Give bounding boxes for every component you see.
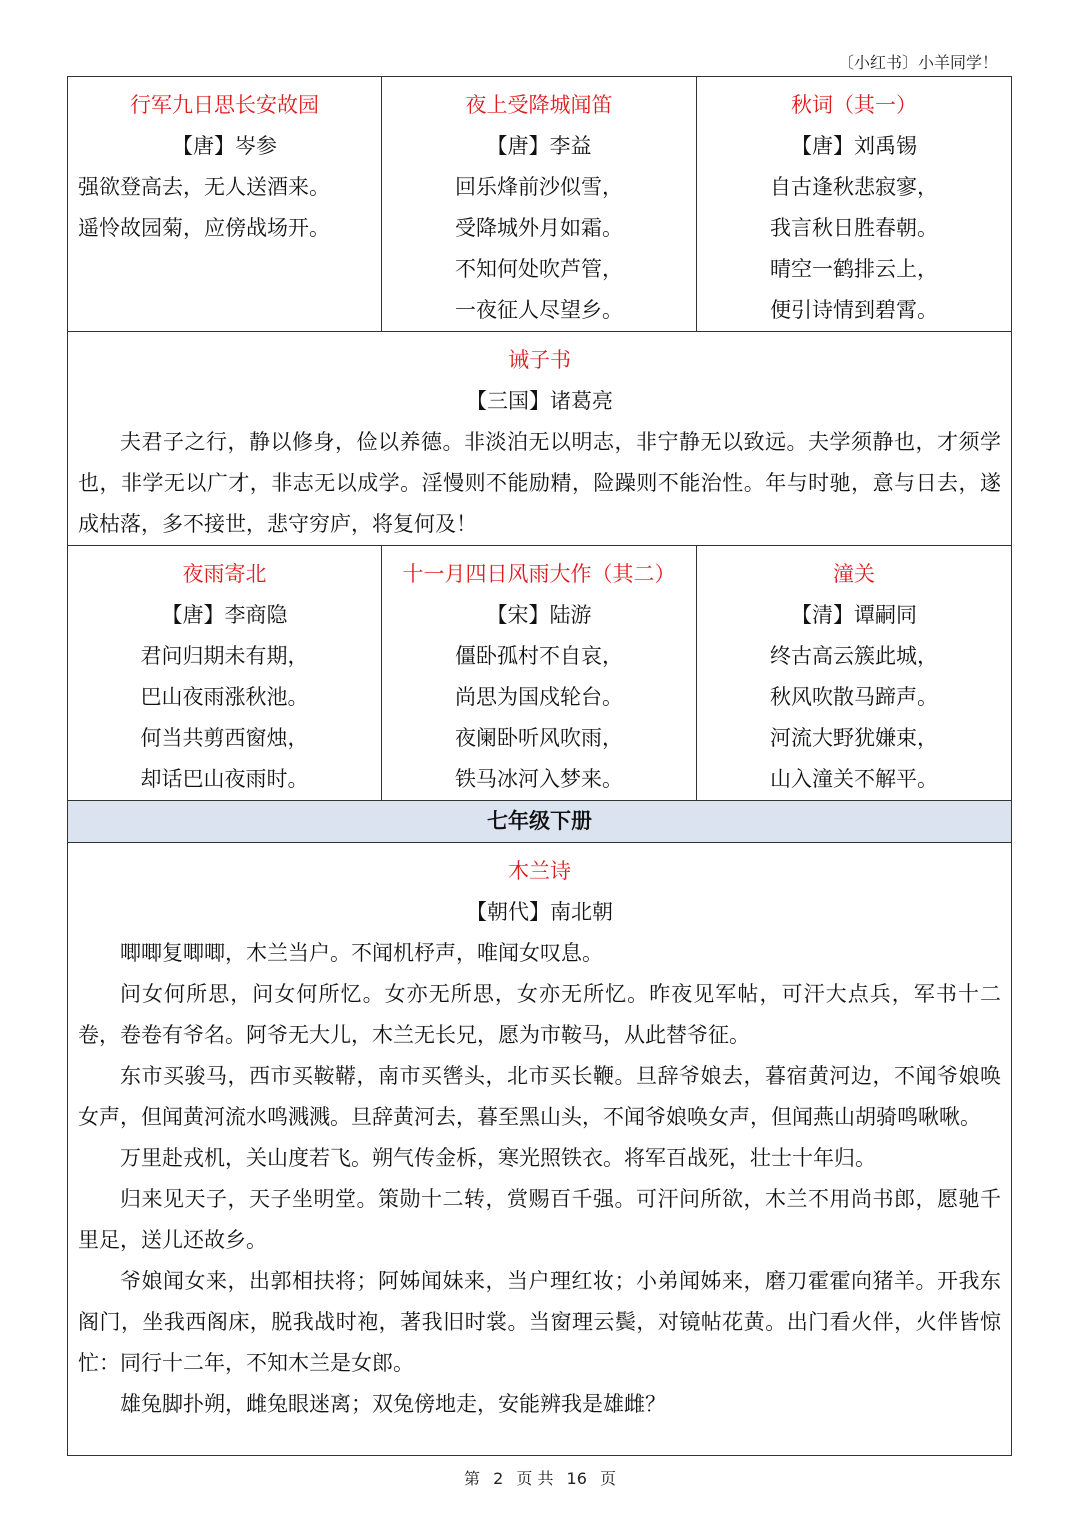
prose-paragraph: 归来见天子，天子坐明堂。策勋十二转，赏赐百千强。可汗问所欲，木兰不用尚书郎，愿驰千里足，送儿还故乡。: [78, 1187, 1001, 1252]
poem-line: 秋风吹散马蹄声。: [770, 685, 938, 709]
poem-line: 夜阑卧听风吹雨，: [455, 726, 623, 750]
poem-author: 【唐】刘禹锡: [791, 134, 917, 158]
prose-paragraph: 雄兔脚扑朔，雌兔眼迷离；双兔傍地走，安能辨我是雄雌？: [120, 1392, 666, 1416]
page-footer: [0, 1466, 1080, 1489]
prose-author: 【三国】诸葛亮: [466, 389, 613, 413]
poem-line: 我言秋日胜春朝。: [770, 216, 938, 240]
poem-cell-qiuci: [697, 77, 1012, 332]
poem-cell-tongguan: [697, 546, 1012, 801]
header-note: 〔小红书〕小羊同学！: [837, 53, 998, 72]
poem-line: 终古高云簇此城，: [770, 644, 938, 668]
poem-cell-yeshang: [382, 77, 697, 332]
poem-line: 便引诗情到碧霄。: [770, 298, 938, 322]
prose-cell-jiezishu: [68, 332, 1012, 546]
poem-line: 铁马冰河入梦来。: [455, 767, 623, 791]
prose-paragraph: 万里赴戎机，关山度若飞。朔气传金柝，寒光照铁衣。将军百战死，壮士十年归。: [120, 1146, 876, 1170]
poem-author: 【清】谭嗣同: [791, 603, 917, 627]
prose-paragraph: 唧唧复唧唧，木兰当户。不闻机杼声，唯闻女叹息。: [120, 941, 603, 965]
footer-middle: 页 共: [516, 1469, 554, 1488]
prose-row-mulanshi: [68, 843, 1012, 1456]
section-cell: [68, 801, 1012, 843]
prose-paragraph: 问女何所思，问女何所忆。女亦无所思，女亦无所忆。昨夜见军帖，可汗大点兵，军书十二卷，卷卷有爷名。阿爷无大儿，木兰无长兄，愿为市鞍马，从此替爷征。: [78, 982, 1001, 1047]
poem-author: 【唐】李商隐: [161, 603, 288, 627]
prose-title: 木兰诗: [508, 859, 571, 883]
poem-title: 夜上受降城闻笛: [465, 93, 613, 117]
footer-suffix: 页: [600, 1469, 617, 1488]
poem-row-2: [68, 546, 1012, 801]
poem-cell-yeyu: [68, 546, 382, 801]
section-row: [68, 801, 1012, 843]
prose-paragraph: 爷娘闻女来，出郭相扶将；阿姊闻妹来，当户理红妆；小弟闻姊来，磨刀霍霍向猪羊。开我东阁门，坐我西阁床，脱我战时袍，著我旧时裳。当窗理云鬓，对镜帖花黄。出门看火伴，火伴皆惊忙：同行十二年，不知木兰是女郎。: [78, 1269, 1001, 1375]
footer-prefix: 第: [463, 1469, 480, 1488]
poem-author: 【唐】李益: [486, 134, 592, 158]
poem-line: 强欲登高去，无人送酒来。: [78, 175, 330, 199]
poem-line: 僵卧孤村不自哀，: [455, 644, 623, 668]
poem-line: 不知何处吹芦管，: [455, 257, 623, 281]
poem-line: 受降城外月如霜。: [455, 216, 623, 240]
poem-line: 一夜征人尽望乡。: [455, 298, 623, 322]
poem-title: 秋词（其一）: [791, 93, 917, 117]
page-number: 2: [493, 1469, 504, 1488]
poem-title: 行军九日思长安故园: [130, 93, 319, 117]
prose-title: 诫子书: [508, 348, 571, 372]
poem-line: 遥怜故园菊，应傍战场开。: [78, 216, 330, 240]
poem-line: 何当共剪西窗烛，: [140, 726, 309, 750]
poem-line: 君问归期未有期，: [140, 644, 309, 668]
poem-line: 回乐烽前沙似雪，: [455, 175, 623, 199]
poem-cell-fengyu: [382, 546, 697, 801]
prose-cell-mulanshi: [68, 843, 1012, 1456]
prose-row-jiezishu: [68, 332, 1012, 546]
poem-cell-xingjun: [68, 77, 382, 332]
poem-title: 十一月四日风雨大作（其二）: [402, 562, 676, 586]
poem-line: 晴空一鹤排云上，: [770, 257, 938, 281]
page-total: 16: [566, 1469, 587, 1488]
poem-line: 山入潼关不解平。: [770, 767, 938, 791]
prose-author: 【朝代】南北朝: [466, 900, 613, 924]
poem-line: 自古逢秋悲寂寥，: [770, 175, 938, 199]
prose-paragraph: 夫君子之行，静以修身，俭以养德。非淡泊无以明志，非宁静无以致远。夫学须静也，才须学也，非学无以广才，非志无以成学。淫慢则不能励精，险躁则不能治性。年与时驰，意与日去，遂成枯落，多不接世，悲守穷庐，将复何及！: [78, 430, 1001, 536]
poem-title: 夜雨寄北: [182, 562, 267, 586]
poem-title: 潼关: [833, 562, 875, 586]
poem-table: [67, 76, 1012, 1456]
poem-line: 尚思为国戍轮台。: [455, 685, 623, 709]
poem-row-1: [68, 77, 1012, 332]
poem-line: 却话巴山夜雨时。: [140, 767, 309, 791]
poem-line: 河流大野犹嫌束，: [770, 726, 938, 750]
poem-author: 【宋】陆游: [486, 603, 592, 627]
prose-paragraph: 东市买骏马，西市买鞍鞯，南市买辔头，北市买长鞭。旦辞爷娘去，暮宿黄河边，不闻爷娘唤女声，但闻黄河流水鸣溅溅。旦辞黄河去，暮至黑山头，不闻爷娘唤女声，但闻燕山胡骑鸣啾啾。: [78, 1064, 1001, 1129]
section-title: 七年级下册: [487, 809, 592, 833]
poem-line: 巴山夜雨涨秋池。: [140, 685, 309, 709]
poem-author: 【唐】岑参: [172, 134, 277, 158]
